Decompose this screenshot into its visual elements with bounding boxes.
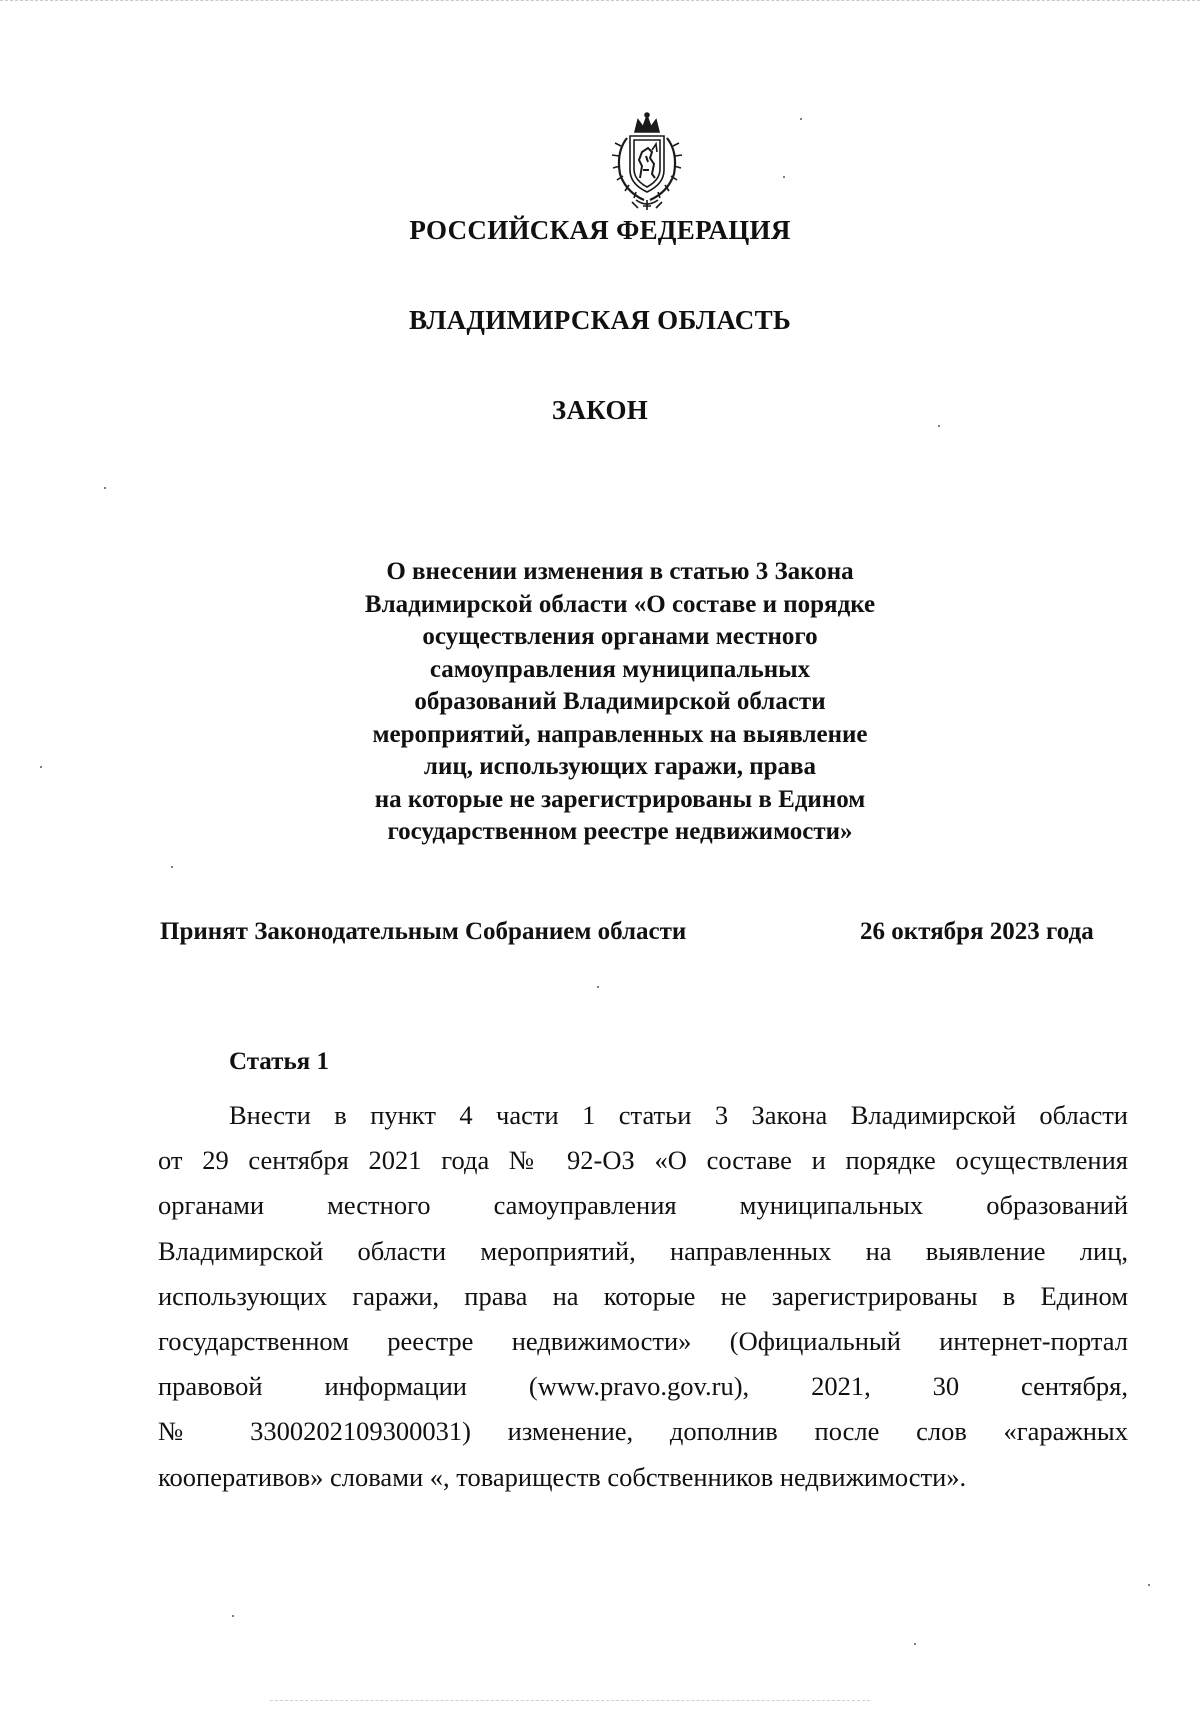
article-line: использующих гаражи, права на которые не зарегистрированы в Едином [158,1280,1128,1311]
header-doc-type: ЗАКОН [551,395,649,425]
title-line: осуществления органами местного [422,623,818,650]
article-line: правовой информации (www.pravo.gov.ru), 2021, 30 сентября, [158,1371,1128,1402]
scan-speck [914,1643,916,1645]
article-line: государственном реестре недвижимости» (Официальный интернет-портал [158,1325,1128,1356]
title-line: лиц, использующих гаражи, права [423,753,817,780]
article-line: кооперативов» словами «, товариществ собственников недвижимости». [158,1461,967,1492]
article-line: Внести в пункт 4 части 1 статьи 3 Закона Владимирской области [229,1100,1128,1130]
scan-speck [800,118,802,120]
title-line: образований Владимирской области [414,688,826,715]
title-line: О внесении изменения в статью 3 Закона [386,558,854,585]
adopted-date: 26 октября 2023 года [860,918,1094,945]
scan-speck [171,866,173,868]
title-line: мероприятий, направленных на выявление [372,720,868,748]
header-region: ВЛАДИМИРСКАЯ ОБЛАСТЬ [408,305,792,335]
title-line: самоуправления муниципальных [429,655,811,683]
scan-speck [1148,1584,1150,1586]
scan-speck [232,1615,234,1617]
article-line: № 3300202109300031) изменение, дополнив после слов «гаражных [158,1416,1128,1447]
scan-speck [40,766,42,768]
law-title [320,556,920,849]
title-line: Владимирской области «О составе и порядке [364,590,876,618]
title-line: государственном реестре недвижимости» [387,818,853,845]
scan-speck [783,176,785,178]
article-line: Владимирской области мероприятий, направленных на выявление лиц, [158,1235,1128,1266]
scan-speck [104,487,106,489]
adopted-by: Принят Законодательным Собранием области [160,918,687,945]
scan-speck [938,425,940,427]
article-body [158,1093,1128,1500]
title-line: на которые не зарегистрированы в Едином [374,785,866,813]
coat-of-arms-icon [602,112,692,212]
header-country: РОССИЙСКАЯ ФЕДЕРАЦИЯ [409,215,791,245]
article-line: органами местного самоуправления муниципальных образований [158,1190,1128,1221]
article-line: от 29 сентября 2021 года № 92-ОЗ «О составе и порядке осуществления [158,1145,1128,1176]
scan-top-edge [0,0,1200,3]
scan-bottom-edge [270,1700,870,1703]
scan-speck [597,986,599,988]
article-heading: Статья 1 [229,1048,329,1075]
